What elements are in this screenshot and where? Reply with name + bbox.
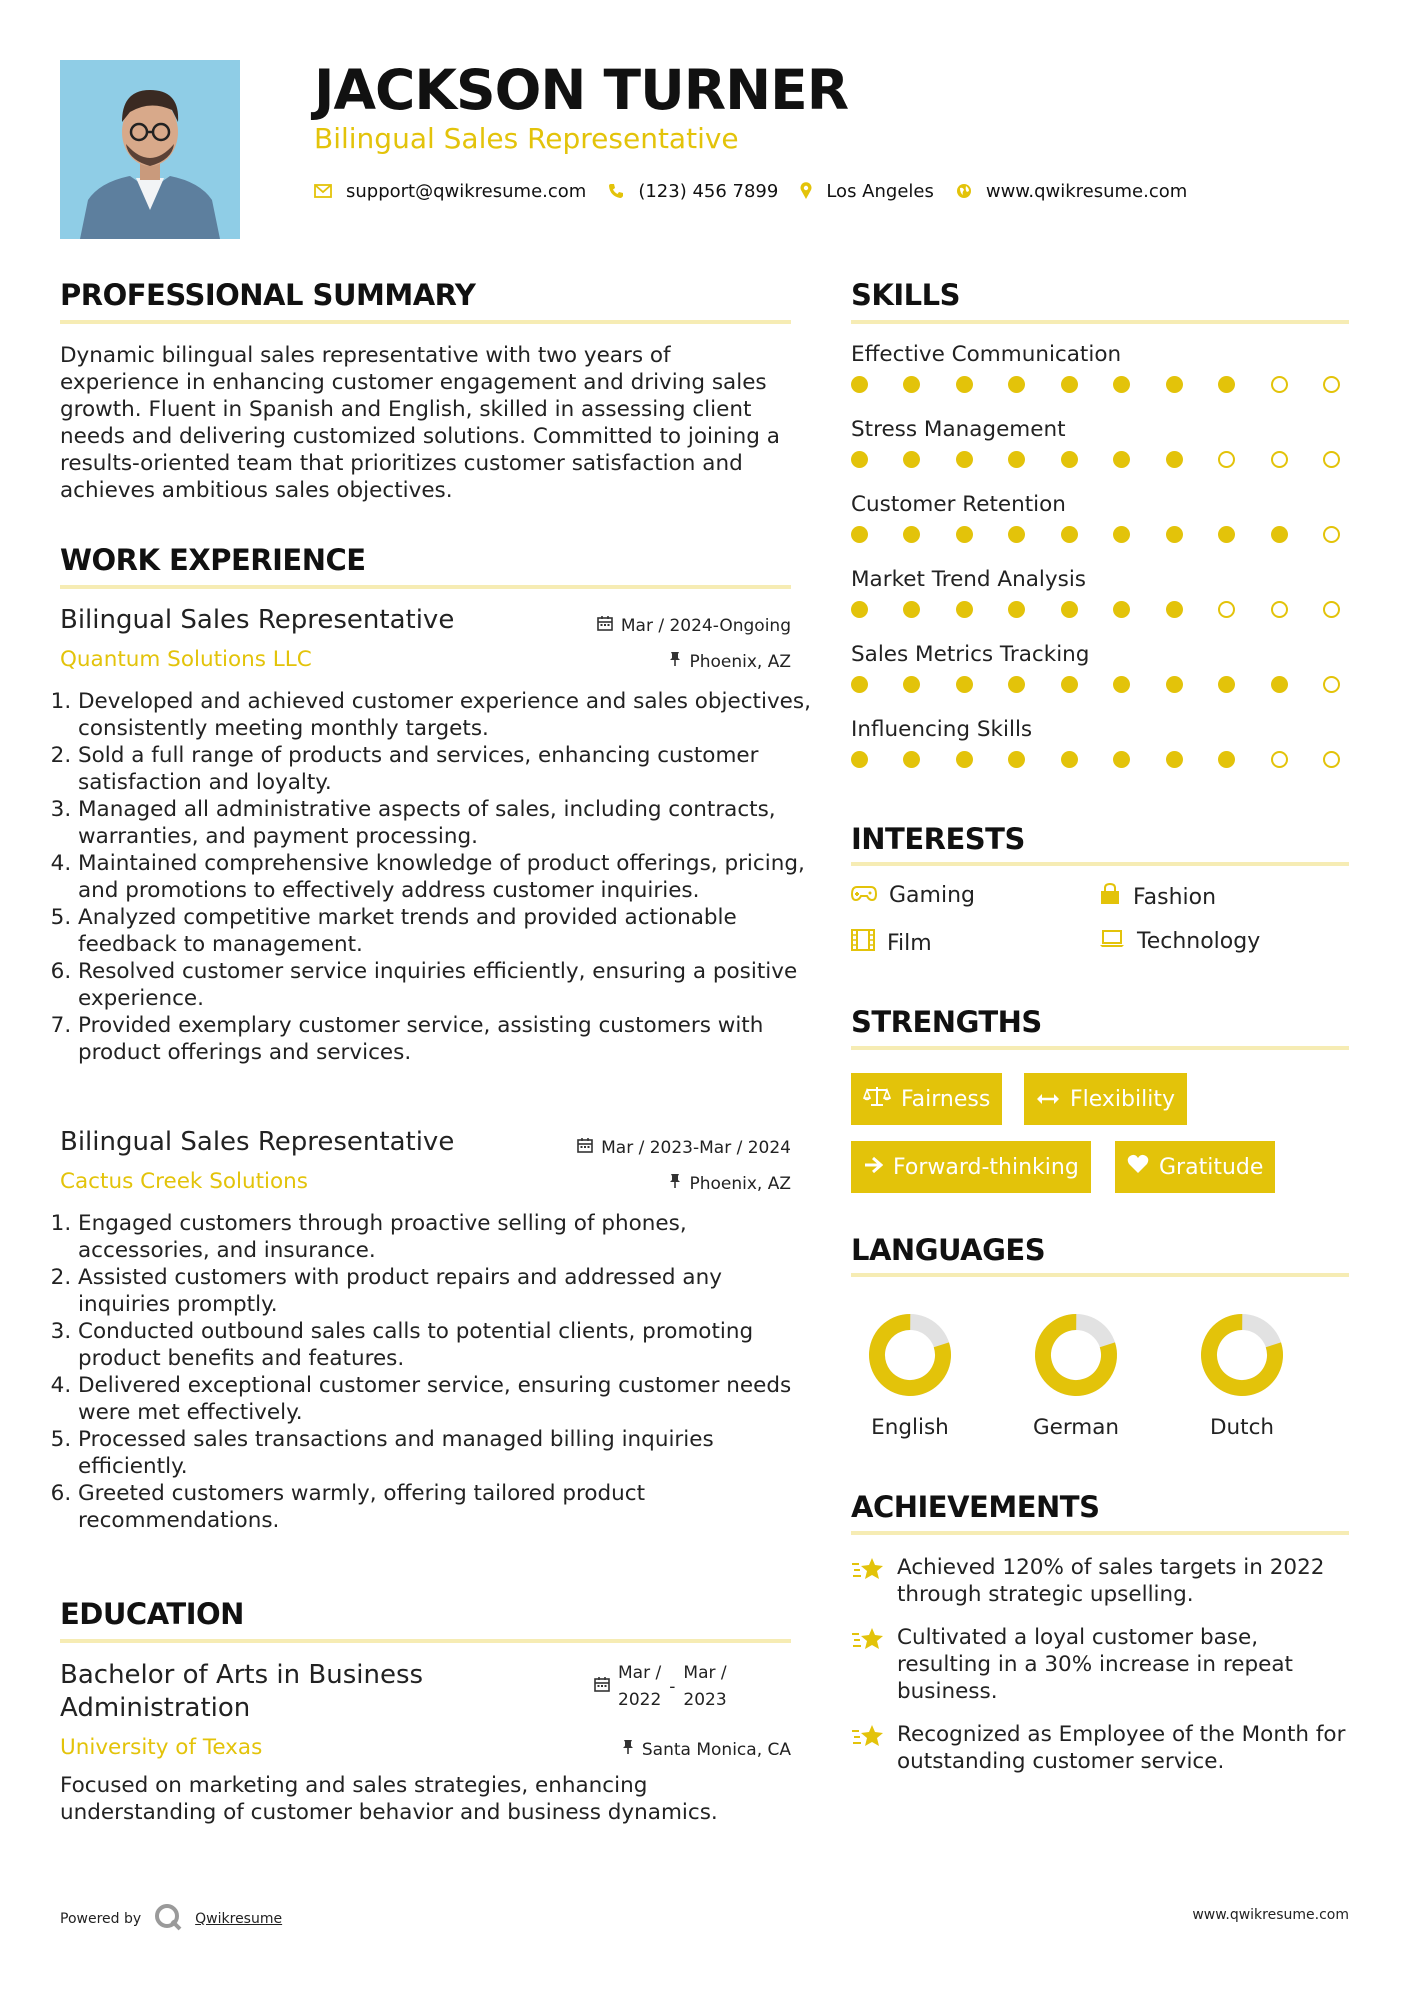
achievements-title: ACHIEVEMENTS <box>851 1490 1100 1524</box>
rating-dot <box>1271 601 1288 618</box>
skill-name: Effective Communication <box>851 342 1122 367</box>
language-ring-chart <box>1033 1312 1119 1398</box>
pushpin-icon <box>669 651 681 672</box>
language-ring-english <box>867 1312 953 1402</box>
ring-progress <box>1200 1313 1283 1396</box>
rating-dot <box>851 676 868 693</box>
powered-by-text: Powered by <box>60 1911 142 1927</box>
skill-name: Stress Management <box>851 417 1066 442</box>
rating-dot <box>1166 526 1183 543</box>
rating-dot <box>1323 526 1340 543</box>
language-ring-german <box>1033 1312 1119 1402</box>
ring-progress <box>1034 1313 1117 1396</box>
date-separator: - <box>669 1676 676 1697</box>
heart-icon <box>1127 1154 1149 1180</box>
date-part: Mar / <box>683 1663 727 1683</box>
rating-dot <box>956 451 973 468</box>
summary-title: PROFESSIONAL SUMMARY <box>60 278 476 312</box>
laptop-icon <box>1099 929 1125 954</box>
rating-dot <box>1061 676 1078 693</box>
job-date <box>577 1137 791 1158</box>
rating-dot <box>1271 526 1288 543</box>
rating-dot <box>851 601 868 618</box>
rating-dot <box>1113 676 1130 693</box>
skill-item <box>851 492 1349 567</box>
achievement-text: Recognized as Employee of the Month for outstanding customer service. <box>897 1722 1346 1774</box>
rating-dot <box>1061 376 1078 393</box>
summary-text: Dynamic bilingual sales representative with two years of experience in enhancing customer engagement and driving sales growth. Fluent in Spanish and English, skilled in assessing client needs and delivering customized solutions. Committed to joining a results-oriented team that prioritizes customer satisfaction and achieves ambitious sales objectives. <box>60 343 780 503</box>
globe-icon <box>956 183 972 199</box>
list-item: 7. Provided exemplary customer service, assisting customers with product offerings and services. <box>78 1012 813 1066</box>
job-date-text: Mar / 2023-Mar / 2024 <box>601 1137 791 1158</box>
list-item: 3. Conducted outbound sales calls to potential clients, promoting product benefits and features. <box>78 1318 813 1372</box>
achievement-item <box>851 1624 1349 1705</box>
interest-label: Technology <box>1137 929 1261 954</box>
interest-label: Film <box>887 930 932 956</box>
film-icon <box>851 929 875 957</box>
envelope-icon <box>314 184 332 198</box>
rating-dot <box>1061 526 1078 543</box>
rating-dot <box>1218 526 1235 543</box>
pushpin-icon <box>669 1173 681 1194</box>
languages-title: LANGUAGES <box>851 1233 1046 1267</box>
balance-scale-icon <box>863 1085 891 1113</box>
rating-dot <box>1008 526 1025 543</box>
rating-dot <box>1113 601 1130 618</box>
company-name: Cactus Creek Solutions <box>60 1169 309 1194</box>
arrow-right-icon <box>863 1155 883 1180</box>
rating-dot <box>1166 601 1183 618</box>
strength-label: Gratitude <box>1159 1154 1264 1180</box>
rating-dot <box>851 526 868 543</box>
achievement-text: Cultivated a loyal customer base, resulting in a 30% increase in repeat business. <box>897 1625 1293 1704</box>
rating-dot <box>956 676 973 693</box>
achievement-text: Achieved 120% of sales targets in 2022 through strategic upselling. <box>897 1555 1325 1607</box>
skill-item <box>851 717 1349 792</box>
job-location-text: Phoenix, AZ <box>689 651 791 672</box>
rating-dot <box>1271 751 1288 768</box>
interest-item-fashion <box>1099 883 1216 911</box>
job-location <box>669 651 791 672</box>
strength-badge-fairness <box>851 1073 1002 1125</box>
profile-photo <box>60 60 240 239</box>
rating-dot <box>1061 601 1078 618</box>
rating-dot <box>1271 676 1288 693</box>
skill-name: Customer Retention <box>851 492 1066 517</box>
list-item: 5. Analyzed competitive market trends and provided actionable feedback to management. <box>78 904 813 958</box>
rating-dot <box>903 676 920 693</box>
job-date <box>597 615 791 636</box>
rating-dot <box>1166 676 1183 693</box>
strength-label: Fairness <box>901 1086 991 1112</box>
rating-dot <box>1271 451 1288 468</box>
skills-divider <box>851 320 1349 324</box>
education-date <box>594 1660 727 1714</box>
rating-dot <box>1323 601 1340 618</box>
interest-label: Gaming <box>889 883 975 908</box>
strength-badge-forward-thinking <box>851 1141 1091 1193</box>
date-part: Mar / <box>618 1663 662 1683</box>
strength-badge-gratitude <box>1115 1141 1275 1193</box>
rating-dot <box>1008 451 1025 468</box>
ring-progress <box>868 1313 951 1396</box>
strength-label: Flexibility <box>1070 1086 1175 1112</box>
rating-dot <box>1008 601 1025 618</box>
rating-dot <box>1008 676 1025 693</box>
summary-divider <box>60 320 791 324</box>
list-item: 6. Greeted customers warmly, offering tailored product recommendations. <box>78 1480 813 1534</box>
list-item: 4. Maintained comprehensive knowledge of product offerings, pricing, and promotions to effectively address customer inquiries. <box>78 850 813 904</box>
rating-dot <box>1113 376 1130 393</box>
footer-powered-by <box>60 1902 282 1936</box>
phone-icon <box>608 183 624 199</box>
education-location <box>622 1739 791 1760</box>
education-title: EDUCATION <box>60 1597 244 1631</box>
rating-dot <box>1061 751 1078 768</box>
rating-dot <box>1113 751 1130 768</box>
rating-dot <box>903 376 920 393</box>
skill-rating <box>851 601 1340 618</box>
date-part: 2022 <box>618 1690 662 1710</box>
skill-name: Sales Metrics Tracking <box>851 642 1090 667</box>
rating-dot <box>851 376 868 393</box>
achievement-item <box>851 1554 1349 1608</box>
contact-email[interactable]: support@qwikresume.com <box>346 180 587 202</box>
footer-url[interactable]: www.qwikresume.com <box>1192 1907 1349 1923</box>
education-date-end <box>683 1660 726 1714</box>
job-location-text: Phoenix, AZ <box>689 1173 791 1194</box>
education-text: Focused on marketing and sales strategies, enhancing understanding of customer behavior and business dynamics. <box>60 1773 718 1825</box>
list-item: 4. Delivered exceptional customer service, ensuring customer needs were met effectively. <box>78 1372 813 1426</box>
rating-dot <box>851 451 868 468</box>
rating-dot <box>956 376 973 393</box>
rating-dot <box>1166 451 1183 468</box>
rating-dot <box>1008 751 1025 768</box>
rating-dot <box>1218 601 1235 618</box>
language-label: English <box>871 1415 949 1440</box>
job-title: Bilingual Sales Representative <box>60 1127 455 1157</box>
candidate-name: JACKSON TURNER <box>314 58 849 122</box>
interest-item-film <box>851 929 932 957</box>
job-date-text: Mar / 2024-Ongoing <box>620 615 791 636</box>
rating-dot <box>1113 451 1130 468</box>
language-label: Dutch <box>1209 1415 1275 1440</box>
strengths-divider <box>851 1046 1349 1050</box>
contact-bar <box>314 176 1209 206</box>
language-ring-chart <box>867 1312 953 1398</box>
candidate-role: Bilingual Sales Representative <box>314 122 739 155</box>
rating-dot <box>956 526 973 543</box>
skill-name: Market Trend Analysis <box>851 567 1086 592</box>
rating-dot <box>903 751 920 768</box>
rating-dot <box>1323 751 1340 768</box>
rating-dot <box>903 526 920 543</box>
rating-dot <box>1061 451 1078 468</box>
experience-divider <box>60 585 791 589</box>
rating-dot <box>1218 676 1235 693</box>
contact-phone[interactable]: (123) 456 7899 <box>638 180 779 202</box>
experience-title: WORK EXPERIENCE <box>60 543 366 577</box>
calendar-icon <box>597 615 613 636</box>
skill-rating <box>851 451 1340 468</box>
languages-divider <box>851 1273 1349 1277</box>
rating-dot <box>1166 751 1183 768</box>
degree-title <box>60 1659 423 1725</box>
company-name: Quantum Solutions LLC <box>60 647 312 672</box>
rating-dot <box>903 601 920 618</box>
rating-dot <box>1166 376 1183 393</box>
brand-link[interactable]: Qwikresume <box>195 1911 283 1927</box>
contact-website[interactable]: www.qwikresume.com <box>985 180 1188 202</box>
gamepad-icon <box>851 883 877 908</box>
interest-item-gaming <box>851 883 975 908</box>
pushpin-icon <box>622 1739 634 1760</box>
skill-item <box>851 567 1349 642</box>
school-name: University of Texas <box>60 1735 263 1760</box>
education-divider <box>60 1639 791 1643</box>
education-location-text: Santa Monica, CA <box>641 1739 791 1760</box>
star-icon <box>851 1721 885 1775</box>
language-ring-dutch <box>1199 1312 1285 1402</box>
list-item: 1. Engaged customers through proactive selling of phones, accessories, and insurance. <box>78 1210 813 1264</box>
skill-rating <box>851 526 1340 543</box>
skill-item <box>851 342 1349 417</box>
skill-name: Influencing Skills <box>851 717 1033 742</box>
job-location <box>669 1173 791 1194</box>
rating-dot <box>851 751 868 768</box>
shopping-bag-icon <box>1099 883 1121 911</box>
rating-dot <box>1323 676 1340 693</box>
strength-label: Forward-thinking <box>893 1154 1079 1180</box>
education-date-start <box>618 1660 661 1714</box>
skill-item <box>851 417 1349 492</box>
interests-divider <box>851 862 1349 866</box>
rating-dot <box>1113 526 1130 543</box>
language-ring-chart <box>1199 1312 1285 1398</box>
calendar-icon <box>594 1674 610 1701</box>
job-title: Bilingual Sales Representative <box>60 605 455 635</box>
list-item: 6. Resolved customer service inquiries efficiently, ensuring a positive experience. <box>78 958 813 1012</box>
job-duties-list <box>60 1210 813 1534</box>
rating-dot <box>956 751 973 768</box>
strength-badge-flexibility <box>1024 1073 1187 1125</box>
list-item: 3. Managed all administrative aspects of sales, including contracts, warranties, and payment processing. <box>78 796 813 850</box>
skill-rating <box>851 751 1340 768</box>
strengths-title: STRENGTHS <box>851 1005 1042 1039</box>
calendar-icon <box>577 1137 593 1158</box>
achievements-divider <box>851 1531 1349 1535</box>
skill-rating <box>851 676 1340 693</box>
rating-dot <box>903 451 920 468</box>
rating-dot <box>1008 376 1025 393</box>
achievement-item <box>851 1721 1349 1775</box>
language-label: German <box>1032 1415 1120 1440</box>
skill-item <box>851 642 1349 717</box>
skills-list <box>851 342 1349 792</box>
rating-dot <box>1323 451 1340 468</box>
interests-title: INTERESTS <box>851 822 1025 856</box>
list-item: 5. Processed sales transactions and managed billing inquiries efficiently. <box>78 1426 813 1480</box>
star-icon <box>851 1554 885 1608</box>
rating-dot <box>1218 751 1235 768</box>
rating-dot <box>1271 376 1288 393</box>
map-pin-icon <box>800 182 812 200</box>
skills-title: SKILLS <box>851 278 960 312</box>
achievements-list <box>851 1554 1349 1791</box>
star-icon <box>851 1624 885 1705</box>
list-item: 1. Developed and achieved customer experience and sales objectives, consistently meeting monthly targets. <box>78 688 813 742</box>
rating-dot <box>1218 376 1235 393</box>
arrows-horizontal-icon <box>1036 1087 1060 1112</box>
contact-location: Los Angeles <box>826 180 934 202</box>
date-part: 2023 <box>683 1690 727 1710</box>
rating-dot <box>1218 451 1235 468</box>
interest-label: Fashion <box>1133 884 1217 910</box>
rating-dot <box>956 601 973 618</box>
job-duties-list <box>60 688 813 1066</box>
degree-line: Bachelor of Arts in Business <box>60 1660 424 1690</box>
rating-dot <box>1323 376 1340 393</box>
list-item: 2. Sold a full range of products and services, enhancing customer satisfaction and loyalty. <box>78 742 813 796</box>
list-item: 2. Assisted customers with product repairs and addressed any inquiries promptly. <box>78 1264 813 1318</box>
degree-line: Administration <box>60 1693 251 1723</box>
skill-rating <box>851 376 1340 393</box>
qwikresume-logo-icon <box>153 1902 183 1936</box>
interest-item-technology <box>1099 929 1260 954</box>
